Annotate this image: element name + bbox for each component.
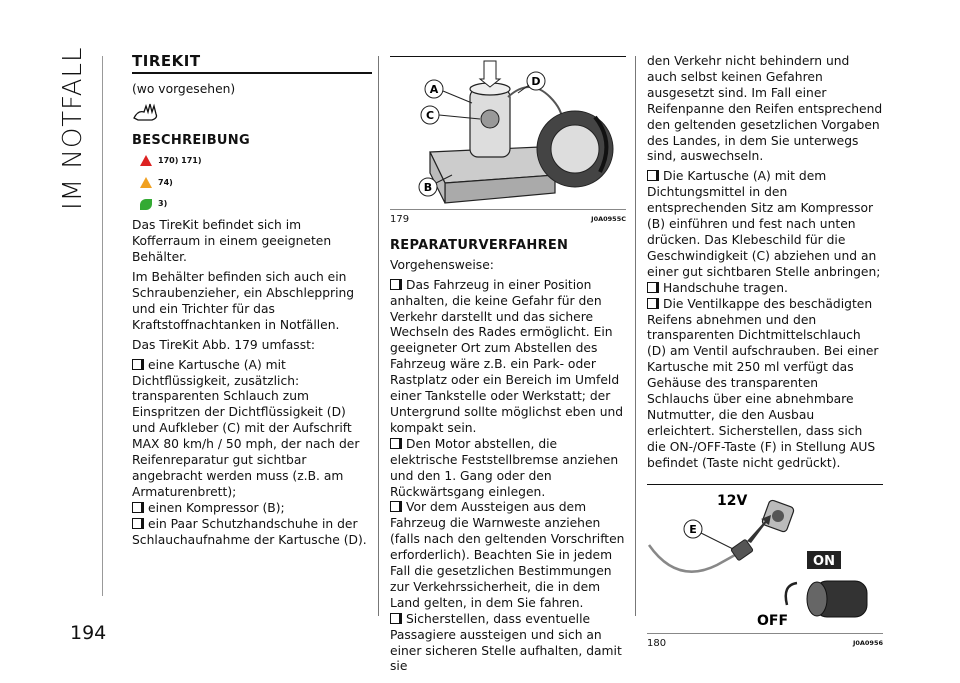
label-off: OFF [757, 612, 789, 629]
figure-number: 179 [390, 214, 410, 225]
bullet-icon [390, 438, 402, 449]
tirekit-illustration [390, 57, 626, 209]
subsection-title-description: BESCHREIBUNG [132, 132, 250, 148]
subsection-title-procedure: REPARATURVERFAHREN [390, 237, 569, 253]
column-divider-2 [635, 56, 636, 616]
figure-caption [647, 636, 883, 652]
list-item: Handschuhe tragen. [647, 281, 883, 297]
label-b: B [423, 181, 433, 194]
caution-triangle-icon [140, 177, 152, 188]
danger-triangle-icon [140, 155, 152, 166]
list-item: Die Kartusche (A) mit dem Dichtungsmittel in den entsprechenden Sitz am Kompressor (B) einführen und fest nach unten drücken. Das Klebeschild für die Geschwindigkeit (C) abziehen und an einer gut sichtbaren Stelle anbringen; [647, 169, 881, 279]
list-item: eine Kartusche (A) mit Dichtflüssigkeit, zusätzlich: transparenten Schlauch zum Einspritzen der Dichtflüssigkeit (D) und Aufkleber (C) mit der Aufschrift MAX 80 km/h / 50 mph, der nach der Reifenreparatur gut sichtbar angebracht werden muss (z.B. am Armaturenbrett); [132, 357, 360, 499]
bullet-icon [390, 279, 402, 290]
bullet-icon [390, 501, 402, 512]
label-d: D [531, 75, 541, 88]
procedure-intro: Vorgehensweise: [390, 257, 494, 272]
label-12v: 12V [717, 492, 748, 509]
availability-note: (wo vorgesehen) [132, 81, 236, 96]
bullet-icon [132, 518, 144, 529]
label-c: C [425, 109, 435, 122]
list-item: Die Ventilkappe des beschädigten Reifens abnehmen und den transparenten Dichtmittelschlauch (D) am Ventil aufschrauben. Bei einer Kartusche mit 250 ml verfügt das Gehäuse des transparenten Schlauchs über eine abnehmbare Nutmutter, die den Ausbau erleichtert. Sicherstellen, dass sich die ON-/OFF-Taste (F) in Stellung AUS befindet (Taste nicht gedrückt). [647, 296, 879, 470]
column-1 [132, 54, 372, 548]
list-item: Vor dem Aussteigen aus dem Fahrzeug die Warnweste anziehen (falls nach den geltenden Vorschriften erforderlich). Beachten Sie in jedem Fall die gesetzlichen Bestimmungen zur Verkehrssicherheit, die in dem Land gelten, in dem Sie fahren. [390, 500, 625, 610]
bullet-icon [132, 359, 144, 370]
paragraph: Im Behälter befinden sich auch ein Schraubenzieher, ein Abschleppring und ein Trichter für das Kraftstoffnachtanken in Notfällen. [132, 270, 355, 332]
bullet-icon [390, 613, 402, 624]
figure-caption [390, 212, 626, 228]
label-e: E [689, 522, 697, 536]
environment-leaf-icon [140, 199, 152, 210]
label-a: A [429, 83, 439, 96]
title-rule [132, 72, 372, 74]
chapter-title: IM NOTFALL [58, 46, 88, 210]
warning-ref-caution: 74) [140, 175, 372, 191]
figure-179 [390, 56, 626, 210]
warning-ref-danger: 170) 171) [140, 153, 372, 169]
page-number: 194 [70, 622, 107, 644]
bullet-icon [132, 502, 144, 513]
column-divider-1 [378, 56, 379, 616]
bullet-icon [647, 298, 659, 309]
list-item: Sicherstellen, dass eventuelle Passagiere aussteigen und sich an einer sicheren Stelle aufhalten, damit sie [390, 611, 622, 674]
figure-180 [647, 484, 883, 634]
label-on: ON [813, 553, 835, 569]
paragraph: Das TireKit befindet sich im Kofferraum in einem geeigneten Behälter. [132, 218, 332, 265]
figure-code: J0A0955C [591, 215, 626, 223]
paragraph: Das TireKit Abb. 179 umfasst: [132, 337, 316, 352]
bullet-icon [647, 170, 659, 181]
section-title: TIREKIT [132, 52, 201, 70]
list-item: einen Kompressor (B); [132, 501, 372, 517]
figure-number: 180 [647, 637, 667, 649]
bullet-icon [647, 282, 659, 293]
figure-code: J0A0956 [852, 638, 883, 647]
column-2 [390, 56, 626, 675]
chapter-divider [102, 56, 103, 596]
paragraph-continued: den Verkehr nicht behindern und auch selbst keinen Gefahren ausgesetzt sind. Im Fall einer Reifenpanne den Reifen entsprechend den geltenden gesetzlichen Vorgaben des Landes, in dem Sie unterwegs sind, auswechseln. [647, 54, 883, 164]
list-item: Den Motor abstellen, die elektrische Feststellbremse anziehen und den 1. Gang oder den Rückwärtsgang einlegen. [390, 436, 619, 499]
column-3 [647, 54, 883, 651]
optional-equipment-icon [132, 102, 372, 125]
socket-switch-illustration [647, 485, 883, 633]
list-item: Das Fahrzeug in einer Position anhalten, die keine Gefahr für den Verkehr darstellt und das sichere Wechseln des Rades ermöglicht. Ein geeigneter Ort zum Abstellen des Fahrzeug wäre z.B. ein Park- oder Rastplatz oder ein Bereich im Umfeld einer Tankstelle oder Werkstatt; der Untergrund sollte möglichst eben und kompakt sein. [390, 277, 624, 435]
warning-ref-environment: 3) [140, 196, 372, 212]
list-item: ein Paar Schutzhandschuhe in der Schlauchaufnahme der Kartusche (D). [132, 516, 367, 547]
